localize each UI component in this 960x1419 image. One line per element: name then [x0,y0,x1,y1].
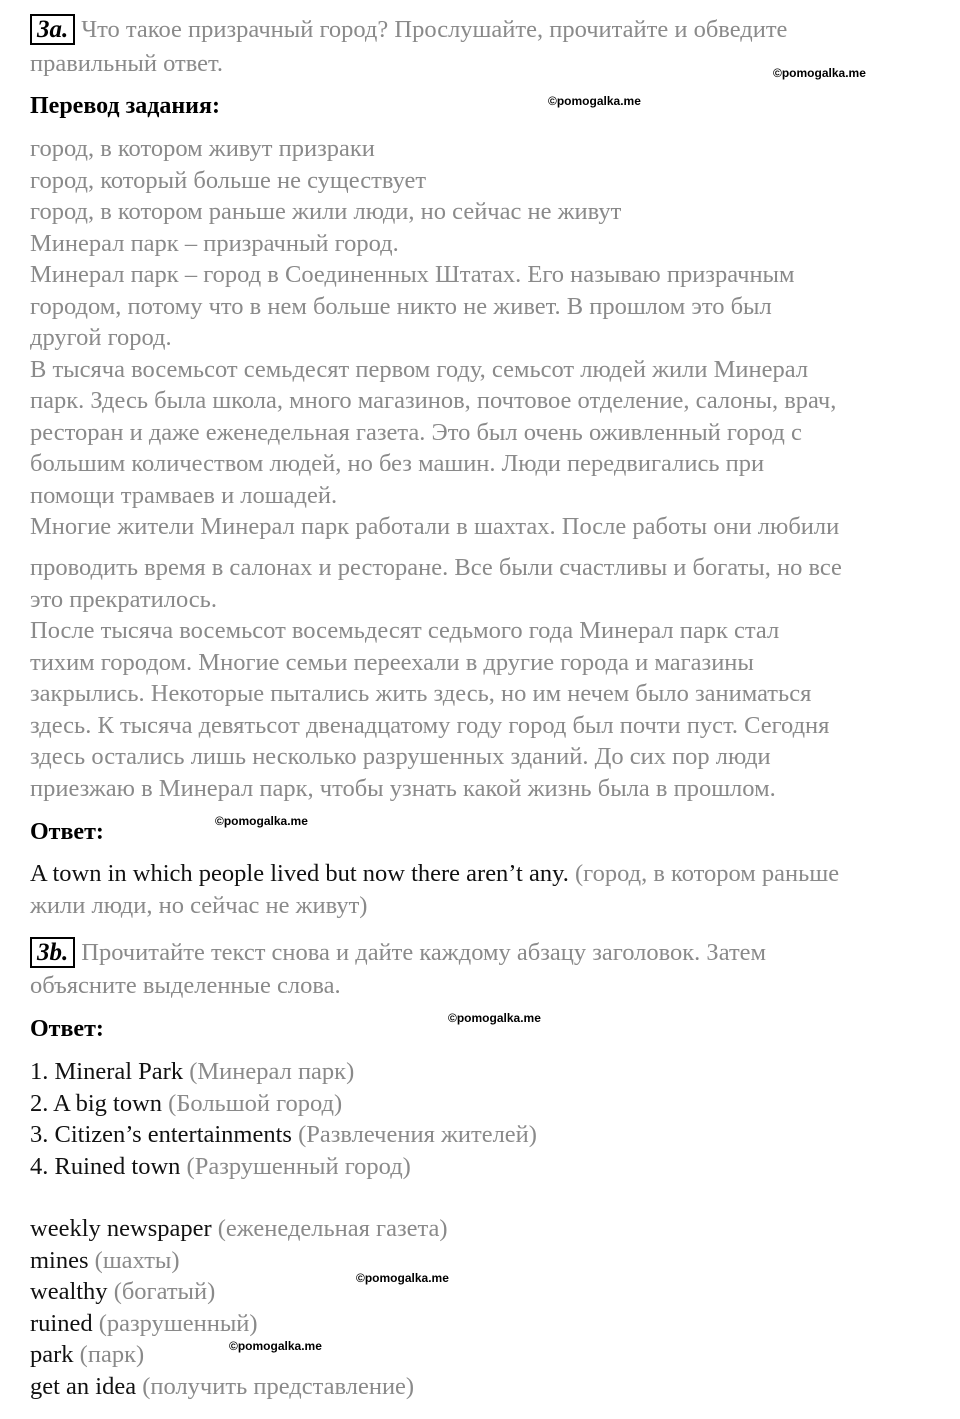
list-item: 4. Ruined town (Разрушенный город) [30,1152,411,1180]
vocabulary-list [30,1213,448,1402]
translation-line: Минерал парк – призрачный город. [30,229,399,257]
watermark: ©pomogalka.me [356,1271,449,1285]
list-item: 2. A big town (Большой город) [30,1089,343,1117]
translation-line: здесь. К тысяча девятьсот двенадцатому году город был почти пуст. Сегодня [30,711,830,739]
translation-line: город, в котором раньше жили люди, но сейчас не живут [30,198,622,225]
list-item: 1. Mineral Park (Минерал парк) [30,1058,355,1085]
translation-line: ресторан и даже еженедельная газета. Это был очень оживленный город с [30,418,802,446]
translation-line: В тысяча восемьсот семьдесят первом году, семьсот людей жили Минерал [30,355,809,383]
answer-heading-3a: Ответ: [30,819,104,845]
translation-text-continued [30,552,842,804]
answer-3a [30,858,839,890]
vocab-item: mines (шахты) [30,1246,180,1274]
watermark: ©pomogalka.me [229,1339,322,1353]
translation-line: После тысяча восемьсот восемьдесят седьмого года Минерал парк стал [30,617,780,644]
watermark: ©pomogalka.me [448,1011,541,1025]
translation-line: здесь остались лишь несколько разрушенных зданий. До сих пор люди [30,743,771,770]
vocab-item: ruined (разрушенный) [30,1309,258,1337]
vocab-item: wealthy (богатый) [30,1278,216,1305]
vocab-item: get an idea (получить представление) [30,1372,415,1400]
translation-line: городом, потому что в нем больше никто не живет. В прошлом это был [30,292,772,320]
answer-3a-russian: (город, в котором раньше [575,860,840,887]
answer-heading-3b: Ответ: [30,1016,104,1042]
watermark: ©pomogalka.me [773,66,866,80]
translation-line: приезжаю в Минерал парк, чтобы узнать какой жизнь была в прошлом. [30,774,776,802]
translation-line: город, в котором живут призраки [30,135,375,162]
translation-line: это прекратилось. [30,585,217,613]
task-3b-line1: Прочитайте текст снова и дайте каждому абзацу заголовок. Затем [81,939,767,966]
translation-line: проводить время в салонах и ресторане. Все были счастливы и богаты, но все [30,554,842,581]
translation-line: парк. Здесь была школа, много магазинов, почтовое отделение, салоны, врач, [30,387,837,414]
task-3b-line2: объясните выделенные слова. [30,972,341,999]
translation-heading: Перевод задания: [30,93,220,119]
translation-line: тихим городом. Многие семьи переехали в другие города и магазины [30,648,754,676]
translation-line: помощи трамваев и лошадей. [30,481,338,509]
list-item: 3. Citizen’s entertainments (Развлечения жителей) [30,1121,537,1148]
translation-text [30,133,839,543]
translation-line: другой город. [30,324,172,351]
translation-line: Многие жители Минерал парк работали в шахтах. После работы они любили [30,513,840,540]
task-3a-instruction [30,14,787,46]
task-3a-line1: Что такое призрачный город? Прослушайте, прочитайте и обведите [81,16,788,43]
task-number-3b: 3b. [30,937,75,968]
translation-line: закрылись. Некоторые пытались жить здесь, но им нечем было заниматься [30,680,812,707]
vocab-item: park (парк) [30,1341,145,1368]
task-3b-instruction [30,937,766,969]
vocab-item: weekly newspaper (еженедельная газета) [30,1215,448,1242]
watermark: ©pomogalka.me [548,94,641,108]
translation-line: Минерал парк – город в Соединенных Штатах. Его называю призрачным [30,261,795,288]
translation-line: город, который больше не существует [30,166,427,194]
watermark: ©pomogalka.me [215,814,308,828]
task-3a-line2: правильный ответ. [30,50,224,77]
answer-3a-english: A town in which people lived but now there aren’t any. [30,860,569,887]
translation-line: большим количеством людей, но без машин. Люди передвигались при [30,450,765,477]
headings-list [30,1056,537,1182]
task-number-3a: 3a. [30,14,75,45]
answer-3a-russian-continued: жили люди, но сейчас не живут) [30,892,368,919]
